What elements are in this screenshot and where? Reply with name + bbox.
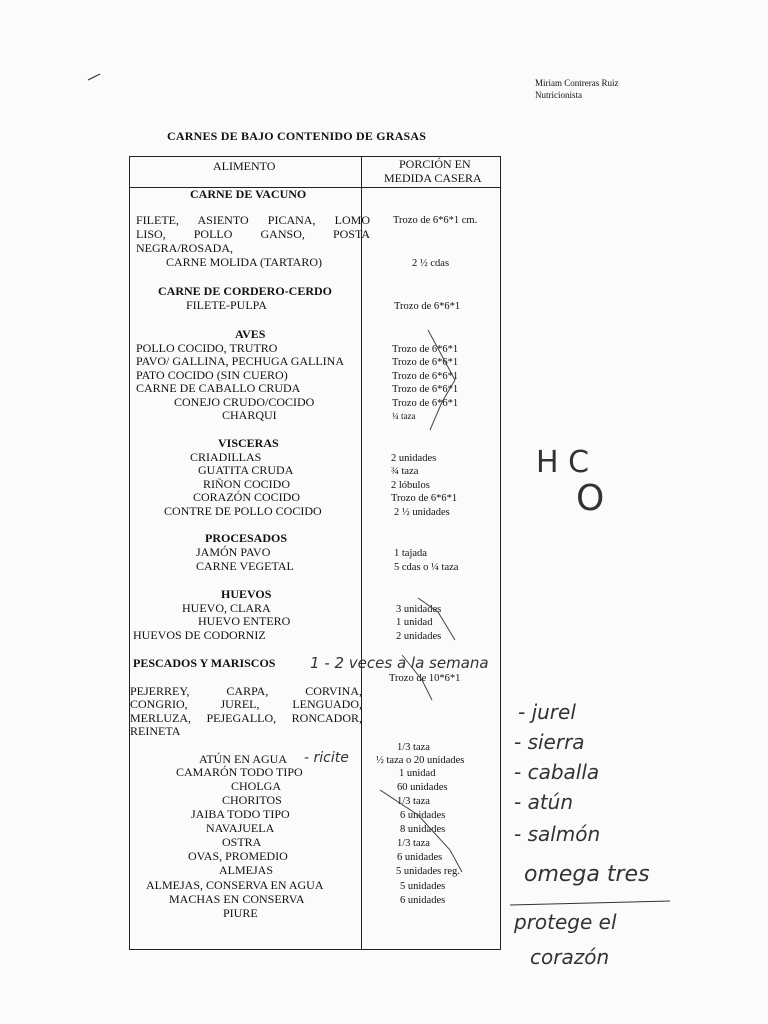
food-line: FILETE-PULPA: [186, 298, 267, 312]
section-heading-pescados: PESCADOS Y MARISCOS: [133, 656, 276, 670]
section-heading-procesados: PROCESADOS: [205, 531, 288, 545]
food-line: PAVO/ GALLINA, PECHUGA GALLINA: [136, 354, 345, 368]
food-line: MACHAS EN CONSERVA: [169, 892, 305, 906]
food-line: NAVAJUELA: [206, 821, 275, 835]
food-line: CHORITOS: [222, 793, 282, 807]
food-line: CHARQUI: [222, 408, 277, 422]
food-line: HUEVOS DE CODORNIZ: [133, 628, 266, 642]
portion-value: Trozo de 6*6*1: [392, 344, 459, 355]
portion-value: ¾ taza: [391, 466, 419, 477]
handwritten-list-item: - jurel: [518, 700, 576, 724]
food-line: HUEVO, CLARA: [182, 601, 271, 615]
handwritten-o: O: [576, 478, 605, 519]
handwritten-atun-note: - ricite: [304, 750, 349, 766]
portion-value: 5 cdas o ¼ taza: [394, 562, 459, 573]
portion-value: 1 unidad: [399, 768, 436, 779]
food-line: PEJERREY, CARPA, CORVINA,: [130, 684, 362, 698]
portion-value: Trozo de 6*6*1: [392, 398, 459, 409]
section-heading-aves: AVES: [235, 327, 266, 341]
portion-value: 2 lóbulos: [391, 480, 430, 491]
handwritten-frequency-note: 1 - 2 veces a la semana: [310, 654, 489, 672]
author-role: Nutricionista: [535, 90, 582, 100]
food-line: JAMÓN PAVO: [196, 545, 271, 559]
portion-value: ¼ taza: [392, 411, 416, 421]
portion-value: Trozo de 6*6*1 cm.: [393, 215, 478, 226]
food-line: CAMARÓN TODO TIPO: [176, 765, 303, 779]
portion-value: 2 ½ unidades: [394, 507, 450, 518]
section-heading-visceras: VISCERAS: [218, 436, 279, 450]
portion-value: Trozo de 6*6*1: [392, 357, 459, 368]
handwritten-list-item: - caballa: [514, 760, 600, 784]
food-line: CARNE DE CABALLO CRUDA: [136, 381, 301, 395]
portion-value: 1/3 taza: [397, 742, 430, 753]
food-line: POLLO COCIDO, TRUTRO: [136, 341, 278, 355]
food-line: CHOLGA: [231, 779, 281, 793]
portion-value: 2 ½ cdas: [412, 258, 450, 269]
portion-value: 6 unidades: [400, 895, 446, 906]
portion-value: 1/3 taza: [397, 838, 430, 849]
portion-value: 5 unidades reg.: [396, 866, 460, 877]
column-header-portion-1: PORCIÓN EN: [399, 157, 471, 171]
food-line: CRIADILLAS: [190, 450, 262, 464]
portion-value: 1/3 taza: [397, 796, 430, 807]
portion-value: Trozo de 6*6*1: [392, 371, 459, 382]
section-heading-cordero: CARNE DE CORDERO-CERDO: [158, 284, 333, 298]
food-line: PIURE: [223, 906, 258, 920]
food-line: NEGRA/ROSADA,: [136, 241, 234, 255]
food-line: RIÑON COCIDO: [203, 477, 290, 491]
food-line: OSTRA: [222, 835, 262, 849]
section-heading-vacuno: CARNE DE VACUNO: [190, 187, 307, 201]
portion-value: 6 unidades: [400, 810, 446, 821]
page-title: CARNES DE BAJO CONTENIDO DE GRASAS: [167, 129, 427, 143]
portion-value: 1 tajada: [394, 548, 427, 559]
portion-value: Trozo de 6*6*1: [392, 384, 459, 395]
handwritten-list-item: - atún: [514, 790, 574, 814]
food-line: CONEJO CRUDO/COCIDO: [174, 395, 315, 409]
portion-value: 8 unidades: [400, 824, 446, 835]
portion-value: 1 unidad: [396, 617, 433, 628]
portion-value: Trozo de 10*6*1: [389, 673, 461, 684]
handwritten-omega-note: omega tres: [524, 862, 650, 887]
food-line: ALMEJAS, CONSERVA EN AGUA: [146, 878, 324, 892]
food-line: FILETE, ASIENTO PICANA, LOMO: [136, 213, 370, 227]
column-header-portion-2: MEDIDA CASERA: [384, 171, 482, 185]
portion-value: 60 unidades: [397, 782, 448, 793]
portion-value: 5 unidades: [400, 881, 446, 892]
portion-value: 6 unidades: [397, 852, 443, 863]
food-line: ALMEJAS: [219, 863, 274, 877]
handwritten-list-item: - sierra: [514, 730, 585, 754]
food-line: LISO, POLLO GANSO, POSTA: [136, 227, 370, 241]
food-line: CARNE MOLIDA (TARTARO): [166, 255, 323, 269]
section-heading-huevos: HUEVOS: [221, 587, 272, 601]
food-line: REINETA: [130, 724, 181, 738]
food-line: CARNE VEGETAL: [196, 559, 294, 573]
portion-value: ½ taza o 20 unidades: [376, 755, 465, 766]
food-line: MERLUZA, PEJEGALLO, RONCADOR,: [130, 711, 362, 725]
food-line: OVAS, PROMEDIO: [188, 849, 288, 863]
author-name: Miriam Contreras Ruiz: [535, 78, 619, 88]
column-header-food: ALIMENTO: [213, 159, 276, 173]
food-line: PATO COCIDO (SIN CUERO): [136, 368, 288, 382]
portion-value: 2 unidades: [391, 453, 437, 464]
food-line: ATÚN EN AGUA: [199, 752, 287, 766]
handwritten-protege-note: corazón: [530, 945, 610, 969]
portion-value: Trozo de 6*6*1: [394, 301, 461, 312]
portion-value: Trozo de 6*6*1: [391, 493, 458, 504]
portion-value: 2 unidades: [396, 631, 442, 642]
food-line: HUEVO ENTERO: [198, 614, 291, 628]
food-line: CORAZÓN COCIDO: [193, 490, 301, 504]
food-line: CONGRIO, JUREL, LENGUADO,: [130, 697, 362, 711]
food-line: CONTRE DE POLLO COCIDO: [164, 504, 322, 518]
handwritten-list-item: - salmón: [514, 822, 601, 846]
food-line: GUATITA CRUDA: [198, 463, 294, 477]
portion-value: 3 unidades: [396, 604, 442, 615]
handwritten-hc: H C: [536, 445, 590, 480]
food-line: JAIBA TODO TIPO: [191, 807, 290, 821]
handwritten-protege-note: protege el: [514, 910, 617, 934]
